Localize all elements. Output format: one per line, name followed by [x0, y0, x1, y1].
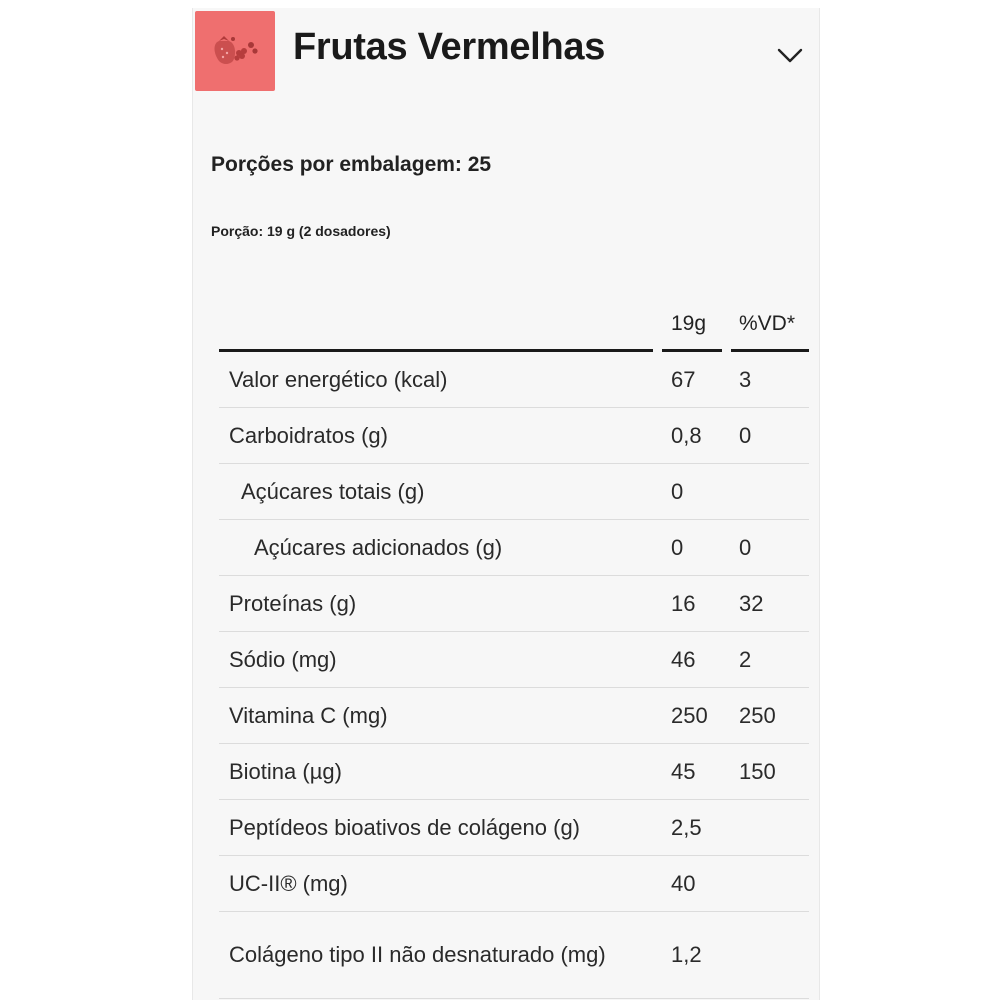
nutrient-vd: 3 — [739, 366, 752, 392]
table-row — [219, 464, 809, 520]
nutrient-amount: 67 — [671, 366, 696, 392]
column-gap — [723, 464, 729, 519]
column-gap — [655, 744, 661, 799]
column-gap — [655, 800, 661, 855]
table-row — [219, 352, 809, 408]
nutrition-panel — [192, 8, 820, 1000]
nutrient-amount: 40 — [671, 870, 696, 896]
table-row — [219, 520, 809, 576]
nutrition-table — [219, 298, 809, 999]
nutrient-name: Biotina (µg) — [229, 758, 342, 784]
column-gap — [723, 576, 729, 631]
table-row — [219, 744, 809, 800]
nutrient-amount: 2,5 — [671, 814, 702, 840]
nutrient-name: Valor energético (kcal) — [229, 366, 448, 392]
nutrient-vd: 32 — [739, 590, 764, 616]
nutrient-name: Sódio (mg) — [229, 646, 337, 672]
nutrient-amount: 0,8 — [671, 422, 702, 448]
column-gap — [655, 856, 661, 911]
table-row — [219, 576, 809, 632]
column-gap — [655, 352, 661, 407]
nutrient-amount: 1,2 — [671, 942, 702, 967]
nutrient-amount: 0 — [671, 534, 684, 560]
column-header-vd: %VD* — [739, 312, 796, 335]
column-gap — [723, 632, 729, 687]
column-gap — [723, 408, 729, 463]
table-row — [219, 632, 809, 688]
nutrient-vd — [739, 464, 807, 519]
nutrient-name: Proteínas (g) — [229, 590, 357, 616]
servings-per-package: Porções por embalagem: 25 — [211, 153, 492, 176]
flavor-title: Frutas Vermelhas — [293, 26, 606, 68]
nutrient-name: UC-II® (mg) — [229, 870, 348, 896]
column-gap — [723, 856, 729, 911]
column-gap — [723, 744, 729, 799]
accordion-header[interactable] — [193, 8, 819, 98]
column-gap — [655, 688, 661, 743]
berries-icon — [195, 11, 275, 91]
nutrient-vd: 250 — [739, 702, 776, 728]
chevron-down-icon[interactable] — [775, 40, 805, 70]
table-row — [219, 688, 809, 744]
table-row — [219, 800, 809, 856]
column-gap — [655, 408, 661, 463]
column-gap — [655, 520, 661, 575]
column-gap — [655, 464, 661, 519]
nutrient-amount: 250 — [671, 702, 708, 728]
nutrient-vd — [739, 912, 807, 998]
nutrient-vd: 150 — [739, 758, 776, 784]
nutrient-vd: 2 — [739, 646, 752, 672]
column-gap — [723, 688, 729, 743]
table-header — [219, 298, 809, 352]
nutrient-vd: 0 — [739, 534, 752, 560]
column-gap — [723, 800, 729, 855]
nutrient-amount: 0 — [671, 478, 684, 504]
column-gap — [723, 520, 729, 575]
nutrient-amount: 16 — [671, 590, 696, 616]
column-gap — [723, 912, 729, 998]
column-gap — [723, 352, 729, 407]
table-row — [219, 856, 809, 912]
table-row — [219, 408, 809, 464]
table-row — [219, 912, 809, 999]
nutrient-name: Colágeno tipo II não desnaturado (mg) — [229, 942, 606, 967]
nutrient-vd: 0 — [739, 422, 752, 448]
nutrient-amount: 46 — [671, 646, 696, 672]
column-gap — [655, 632, 661, 687]
nutrient-amount: 45 — [671, 758, 696, 784]
column-gap — [655, 912, 661, 998]
nutrient-name: Vitamina C (mg) — [229, 702, 388, 728]
column-header-amount: 19g — [671, 312, 707, 335]
nutrient-vd — [739, 800, 807, 855]
nutrient-name: Peptídeos bioativos de colágeno (g) — [229, 814, 581, 840]
nutrient-name: Açúcares totais (g) — [241, 478, 425, 504]
portion-size: Porção: 19 g (2 dosadores) — [211, 223, 391, 239]
nutrient-name: Açúcares adicionados (g) — [254, 534, 503, 560]
nutrient-vd — [739, 856, 807, 911]
nutrient-name: Carboidratos (g) — [229, 422, 388, 448]
column-gap — [655, 576, 661, 631]
